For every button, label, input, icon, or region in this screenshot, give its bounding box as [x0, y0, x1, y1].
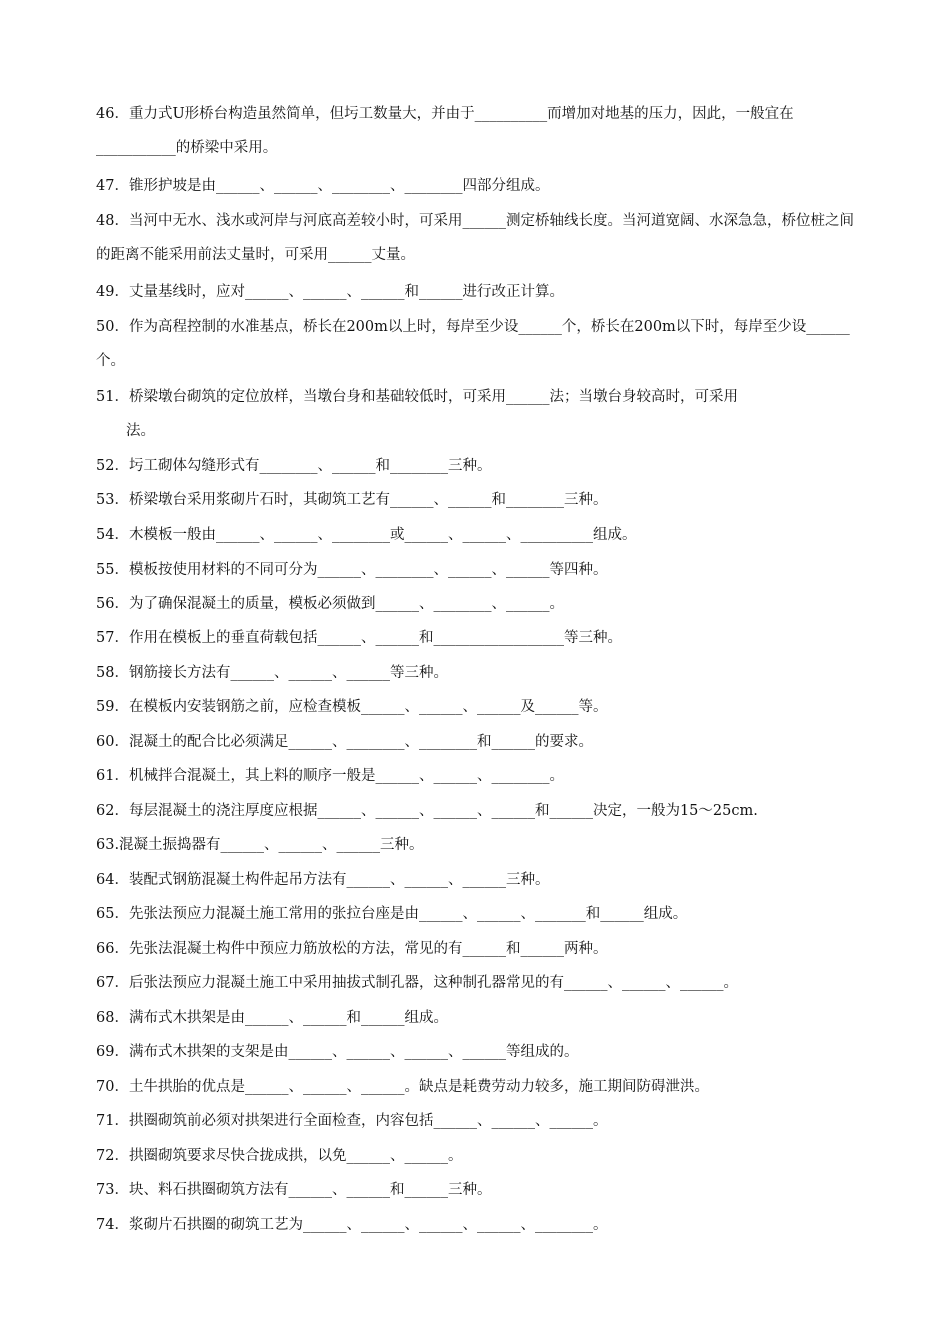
question-46: 46．重力式U形桥台构造虽然简单，但圬工数量大，并由于__________而增加对地基的压力，因此，一般宜在___________的桥梁中采用。 [96, 106, 794, 156]
question-64: 64．装配式钢筋混凝土构件起吊方法有______、______、______三种。 [96, 872, 550, 888]
question-74: 74．浆砌片石拱圈的砌筑工艺为______、______、______、______、________。 [96, 1217, 608, 1233]
question-67: 67．后张法预应力混凝土施工中采用抽拔式制孔器，这种制孔器常见的有______、______、______。 [96, 975, 738, 991]
question-63: 63.混凝土振捣器有______、______、______三种。 [96, 837, 424, 853]
question-50: 50．作为高程控制的水准基点，桥长在200m以上时，每岸至少设______个，桥长在200m以下时，每岸至少设______个。 [96, 319, 850, 369]
question-49: 49．丈量基线时，应对______、______、______和______进行改正计算。 [96, 284, 564, 300]
question-61: 61．机械拌合混凝土，其上料的顺序一般是______、______、________。 [96, 768, 564, 784]
question-48: 48．当河中无水、浅水或河岸与河底高差较小时，可采用______测定桥轴线长度。当河道宽阔、水深急急，桥位桩之间的距离不能采用前法丈量时，可采用______丈量。 [96, 213, 854, 263]
question-70: 70．土牛拱胎的优点是______、______、______。缺点是耗费劳动力较多，施工期间防碍泄洪。 [96, 1079, 709, 1095]
question-51 [96, 389, 856, 440]
question-55: 55．模板按使用材料的不同可分为______、________、______、______等四种。 [96, 562, 608, 578]
question-66: 66．先张法混凝土构件中预应力筋放松的方法，常见的有______和______两种。 [96, 941, 608, 957]
question-69: 69．满布式木拱架的支架是由______、______、______、______等组成的。 [96, 1044, 579, 1060]
question-58: 58．钢筋接长方法有______、______、______等三种。 [96, 665, 448, 681]
question-57: 57．作用在模板上的垂直荷载包括______、______和__________________等三种。 [96, 630, 622, 646]
question-53: 53．桥梁墩台采用浆砌片石时，其砌筑工艺有______、______和________三种。 [96, 492, 608, 508]
question-60: 60．混凝土的配合比必须满足______、________、________和______的要求。 [96, 734, 593, 750]
question-73: 73．块、料石拱圈砌筑方法有______、______和______三种。 [96, 1182, 492, 1198]
question-54: 54．木模板一般由______、______、________或______、______、__________组成。 [96, 527, 637, 543]
question-52: 52．圬工砌体勾缝形式有________、______和________三种。 [96, 458, 492, 474]
question-47: 47．锥形护坡是由______、______、________、________四部分组成。 [96, 178, 550, 194]
question-72: 72．拱圈砌筑要求尽快合拢成拱，以免______、______。 [96, 1148, 463, 1164]
question-71: 71．拱圈砌筑前必须对拱架进行全面检查，内容包括______、______、______。 [96, 1113, 608, 1129]
question-51-line1: 51．桥梁墩台砌筑的定位放样，当墩台身和基础较低时，可采用______法；当墩台身较高时，可采用 [96, 389, 738, 405]
question-68: 68．满布式木拱架是由______、______和______组成。 [96, 1010, 448, 1026]
question-51-line2: 法。 [126, 423, 155, 439]
question-65: 65．先张法预应力混凝土施工常用的张拉台座是由______、______、_______和______组成。 [96, 906, 688, 922]
question-62: 62．每层混凝土的浇注厚度应根据______、______、______、______和______决定，一般为15～25cm. [96, 803, 758, 819]
question-59: 59．在模板内安装钢筋之前，应检查模板______、______、______及______等。 [96, 699, 608, 715]
question-56: 56．为了确保混凝土的质量，模板必须做到______、________、______。 [96, 596, 564, 612]
